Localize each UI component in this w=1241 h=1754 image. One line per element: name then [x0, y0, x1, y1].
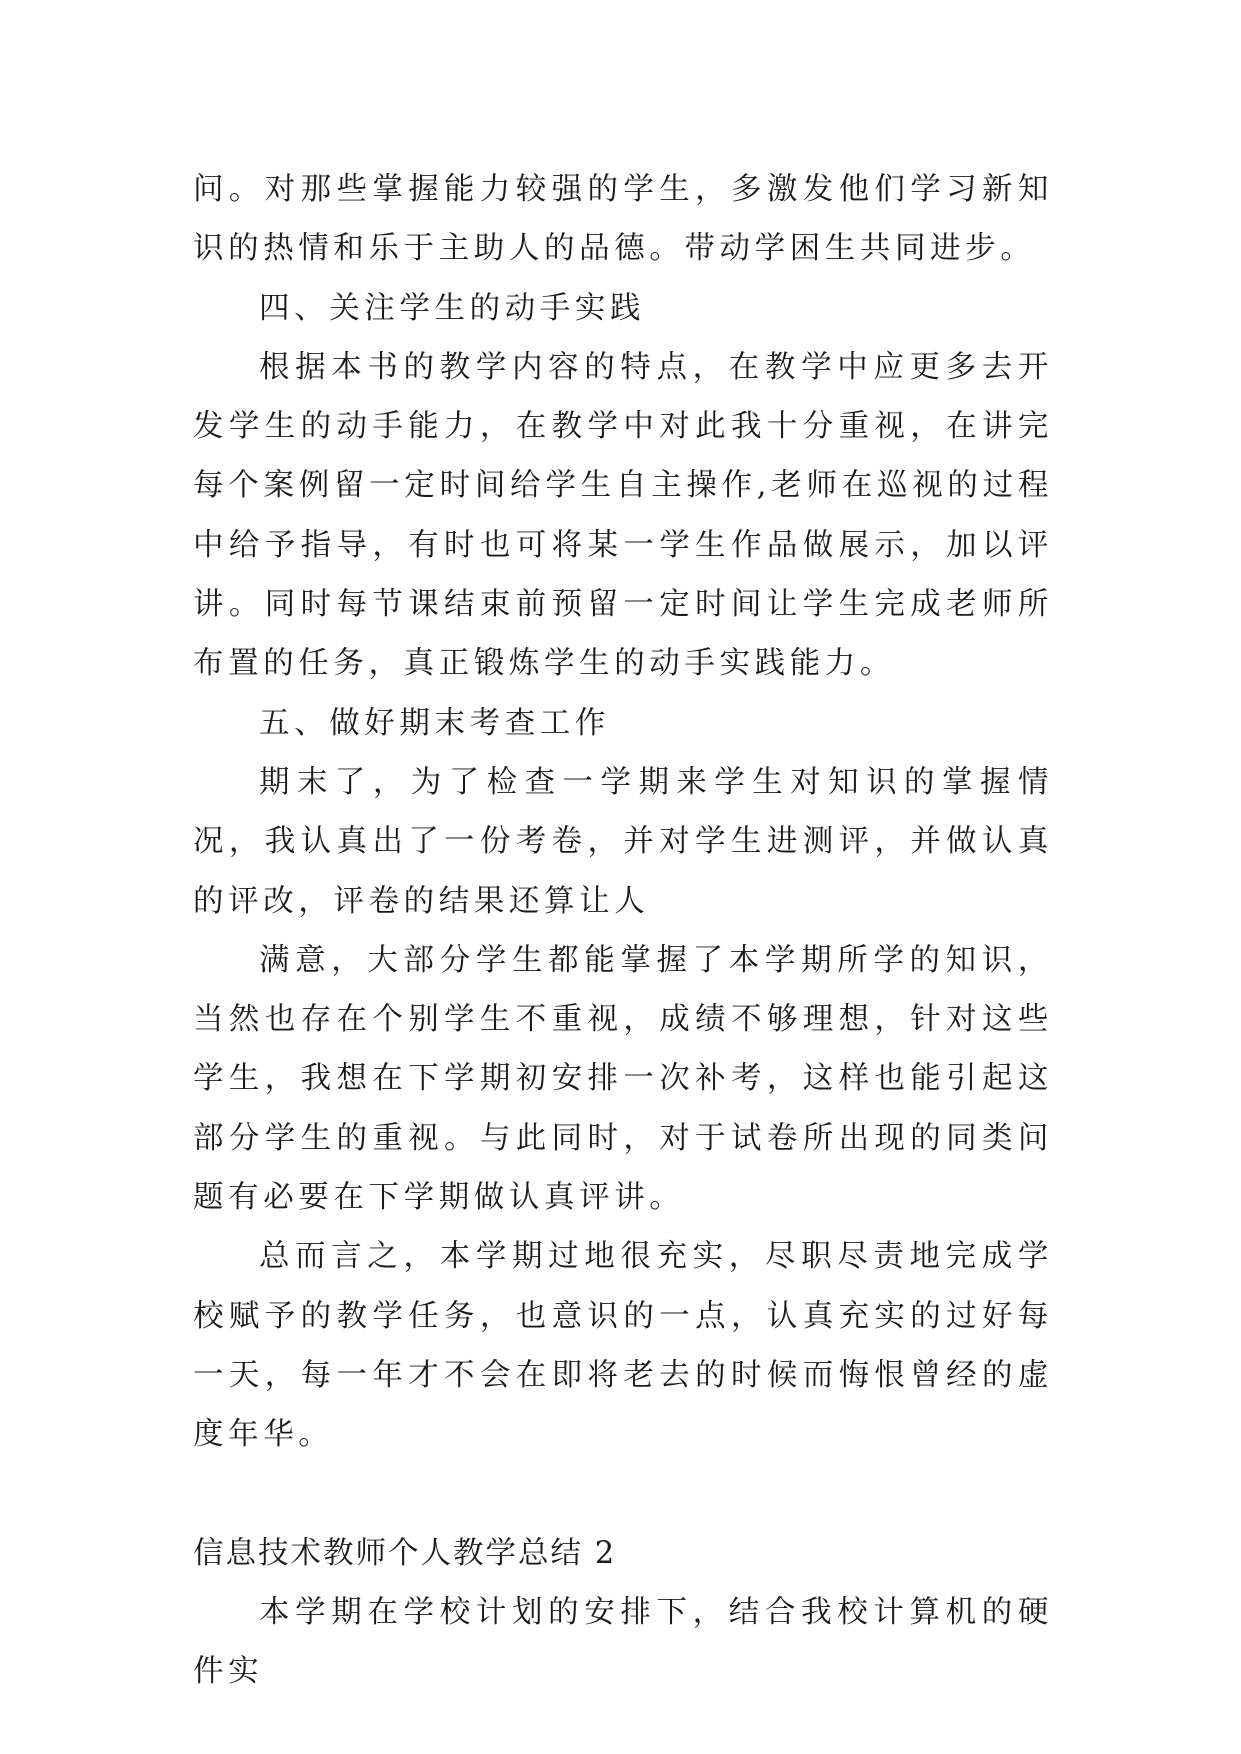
paragraph-continuation: 问。对那些掌握能力较强的学生，多激发他们学习新知识的热情和乐于主助人的品德。带动学困生共同进步。: [193, 172, 1053, 267]
heading-four: 四、关注学生的动手实践: [259, 290, 646, 326]
paragraph-section-two-start: 本学期在学校计划的安排下，结合我校计算机的硬件实: [193, 1594, 1053, 1690]
paragraph-hands-on-practice: 根据本书的教学内容的特点，在教学中应更多去开发学生的动手能力，在教学中对此我十分重视，在讲完每个案例留一定时间给学生自主操作,老师在巡视的过程中给予指导，有时也可将某一学生作品做展示，加以评讲。同时每节课结束前预留一定时间让学生完成老师所布置的任务，真正锻炼学生的动手实践能力。: [193, 349, 1053, 682]
document-body: [193, 160, 1053, 1701]
section-title: 信息技术教师个人教学总结 2: [193, 1535, 617, 1571]
paragraph-exam-results: 满意，大部分学生都能掌握了本学期所学的知识，当然也存在个别学生不重视，成绩不够理想，针对这些学生，我想在下学期初安排一次补考，这样也能引起这部分学生的重视。与此同时，对于试卷所出现的同类问题有必要在下学期做认真评讲。: [193, 942, 1053, 1216]
paragraph-final-exam: 期末了，为了检查一学期来学生对知识的掌握情况，我认真出了一份考卷，并对学生进测评，并做认真的评改，评卷的结果还算让人: [193, 764, 1053, 919]
heading-five: 五、做好期末考查工作: [259, 705, 610, 741]
section-spacer: [193, 1465, 1053, 1524]
paragraph-conclusion: 总而言之，本学期过地很充实，尽职尽责地完成学校赋予的教学任务，也意识的一点，认真充实的过好每一天，每一年才不会在即将老去的时候而悔恨曾经的虚度年华。: [193, 1239, 1053, 1453]
